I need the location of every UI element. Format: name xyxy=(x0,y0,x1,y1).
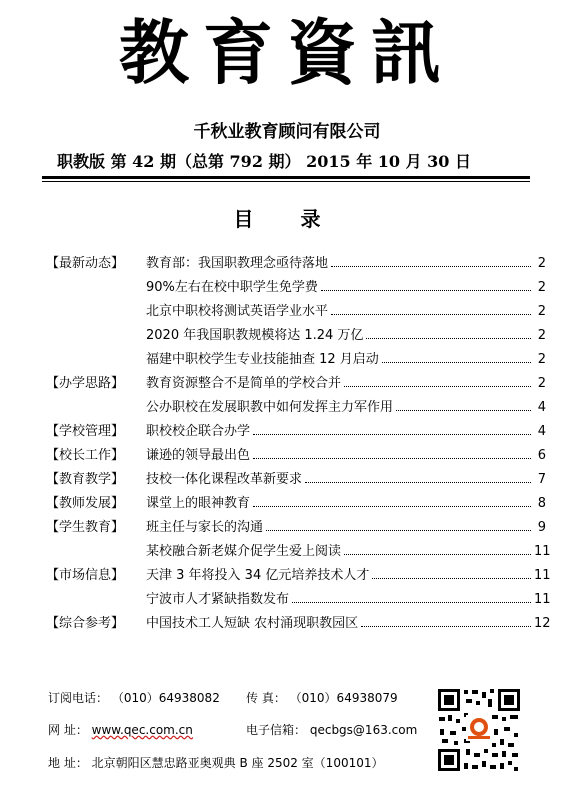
toc-category: 【办学思路】 xyxy=(46,376,125,391)
toc-entry-title[interactable]: 课堂上的眼神教育 xyxy=(146,496,251,511)
toc-entry-title[interactable]: 技校一体化课程改革新要求 xyxy=(146,472,303,487)
phone-label: 订阅电话： xyxy=(48,691,109,705)
toc-page-number: 2 xyxy=(537,328,546,343)
toc-entry[interactable] xyxy=(46,588,551,608)
toc-title-line xyxy=(146,516,546,535)
toc-title-line xyxy=(146,492,546,511)
toc-page-number: 4 xyxy=(537,424,546,439)
toc-entry[interactable] xyxy=(46,516,546,536)
masthead-title: 教育資訊 xyxy=(119,11,455,94)
toc-entry[interactable] xyxy=(46,396,546,416)
toc-category: 【校长工作】 xyxy=(46,448,125,463)
toc-category: 【教师发展】 xyxy=(46,496,125,511)
qr-code-icon xyxy=(436,687,522,773)
toc-leader-dots xyxy=(361,626,531,627)
toc-entry-title[interactable]: 宁波市人才紧缺指数发布 xyxy=(146,592,290,607)
toc-leader-dots xyxy=(344,554,531,555)
toc-leader-dots xyxy=(253,506,531,507)
toc-category: 【最新动态】 xyxy=(46,256,125,271)
toc-title-line xyxy=(146,468,546,487)
toc-entry[interactable] xyxy=(46,300,546,320)
toc-title: 目 录 xyxy=(233,207,341,231)
toc-page-number: 11 xyxy=(534,544,551,559)
toc-entry-title[interactable]: 某校融合新老媒介促学生爱上阅读 xyxy=(146,544,342,559)
toc-title-line xyxy=(146,396,546,415)
toc-entry[interactable] xyxy=(46,612,551,632)
email-link[interactable]: qecbgs@163.com xyxy=(309,723,418,737)
toc-leader-dots xyxy=(321,290,531,291)
footer-email xyxy=(246,721,417,738)
web-link[interactable]: www.qec.com.cn xyxy=(91,723,193,737)
toc-leader-dots xyxy=(253,458,531,459)
toc-title-line xyxy=(146,372,546,391)
toc-leader-dots xyxy=(305,482,531,483)
toc-entry[interactable] xyxy=(46,276,546,296)
toc-page-number: 2 xyxy=(537,280,546,295)
toc-page-number: 12 xyxy=(534,616,551,631)
toc-leader-dots xyxy=(253,434,531,435)
toc-page-number: 9 xyxy=(537,520,546,535)
toc-title-line xyxy=(146,420,546,439)
fax-label: 传 真： xyxy=(246,691,286,705)
fax-value: （010）64938079 xyxy=(289,691,398,705)
toc-entry-title[interactable]: 教育部：我国职教理念亟待落地 xyxy=(146,256,329,271)
toc-page-number: 11 xyxy=(534,568,551,583)
toc-entry-title[interactable]: 谦逊的领导最出色 xyxy=(146,448,251,463)
toc-category: 【综合参考】 xyxy=(46,616,125,631)
toc-entry[interactable] xyxy=(46,444,546,464)
email-label: 电子信箱： xyxy=(246,723,307,737)
footer-web xyxy=(48,721,193,738)
toc-page-number: 6 xyxy=(537,448,546,463)
toc-title-line xyxy=(146,324,546,343)
toc-leader-dots xyxy=(372,578,531,579)
toc-leader-dots xyxy=(292,602,531,603)
footer-address xyxy=(48,754,384,771)
toc-entry[interactable] xyxy=(46,540,551,560)
toc-category: 【学生教育】 xyxy=(46,520,125,535)
toc-leader-dots xyxy=(331,266,531,267)
toc-entry-title[interactable]: 公办职校在发展职教中如何发挥主力军作用 xyxy=(146,400,394,415)
toc-entry[interactable] xyxy=(46,468,546,488)
toc-entry[interactable] xyxy=(46,372,546,392)
toc-title-line xyxy=(146,564,551,583)
toc-leader-dots xyxy=(366,338,531,339)
toc-entry[interactable] xyxy=(46,564,551,584)
toc-title-line xyxy=(146,300,546,319)
issue-line: 职教版 第 42 期（总第 792 期） 2015 年 10 月 30 日 xyxy=(57,152,472,171)
toc-title-line xyxy=(146,252,546,271)
toc-entry-title[interactable]: 2020 年我国职教规模将达 1.24 万亿 xyxy=(146,328,364,343)
toc-entry-title[interactable]: 职校校企联合办学 xyxy=(146,424,251,439)
company-name: 千秋业教育顾问有限公司 xyxy=(193,122,381,142)
toc-entry[interactable] xyxy=(46,420,546,440)
toc-entry-title[interactable]: 北京中职校将测试英语学业水平 xyxy=(146,304,329,319)
toc-title-line xyxy=(146,276,546,295)
toc-title-line xyxy=(146,348,546,367)
toc-entry-title[interactable]: 天津 3 年将投入 34 亿元培养技术人才 xyxy=(146,568,370,583)
toc-title-line xyxy=(146,444,546,463)
toc-entry[interactable] xyxy=(46,252,546,272)
toc-category: 【市场信息】 xyxy=(46,568,125,583)
footer-phone xyxy=(48,689,220,706)
toc-entry[interactable] xyxy=(46,324,546,344)
toc-leader-dots xyxy=(344,386,531,387)
web-label: 网 址： xyxy=(48,723,88,737)
header-rule-thin xyxy=(42,181,530,182)
toc-entry-title[interactable]: 福建中职校学生专业技能抽查 12 月启动 xyxy=(146,352,379,367)
toc-entry-title[interactable]: 中国技术工人短缺 农村涌现职教园区 xyxy=(146,616,359,631)
toc-page-number: 7 xyxy=(537,472,546,487)
toc-entry-title[interactable]: 班主任与家长的沟通 xyxy=(146,520,264,535)
toc-category: 【教育教学】 xyxy=(46,472,125,487)
toc-title-line xyxy=(146,612,551,631)
footer-fax xyxy=(246,689,398,706)
toc-title-line xyxy=(146,588,551,607)
toc-entry-title[interactable]: 教育资源整合不是简单的学校合并 xyxy=(146,376,342,391)
toc-category: 【学校管理】 xyxy=(46,424,125,439)
toc-page-number: 4 xyxy=(537,400,546,415)
toc-title-line xyxy=(146,540,551,559)
toc-leader-dots xyxy=(396,410,531,411)
header-rule-thick xyxy=(42,176,530,179)
address-value: 北京朝阳区慧忠路亚奥观典 B 座 2502 室（100101） xyxy=(91,756,384,770)
toc-page-number: 8 xyxy=(537,496,546,511)
toc-leader-dots xyxy=(382,362,531,363)
toc-page-number: 2 xyxy=(537,304,546,319)
address-label: 地 址： xyxy=(48,756,88,770)
toc-page-number: 2 xyxy=(537,256,546,271)
toc-entry[interactable] xyxy=(46,348,546,368)
toc-page-number: 2 xyxy=(537,376,546,391)
toc-page-number: 2 xyxy=(537,352,546,367)
phone-value: （010）64938082 xyxy=(111,691,220,705)
toc-leader-dots xyxy=(266,530,531,531)
toc-entry-title[interactable]: 90%左右在校中职学生免学费 xyxy=(146,280,318,295)
toc-leader-dots xyxy=(331,314,531,315)
toc-page-number: 11 xyxy=(534,592,551,607)
toc-entry[interactable] xyxy=(46,492,546,512)
